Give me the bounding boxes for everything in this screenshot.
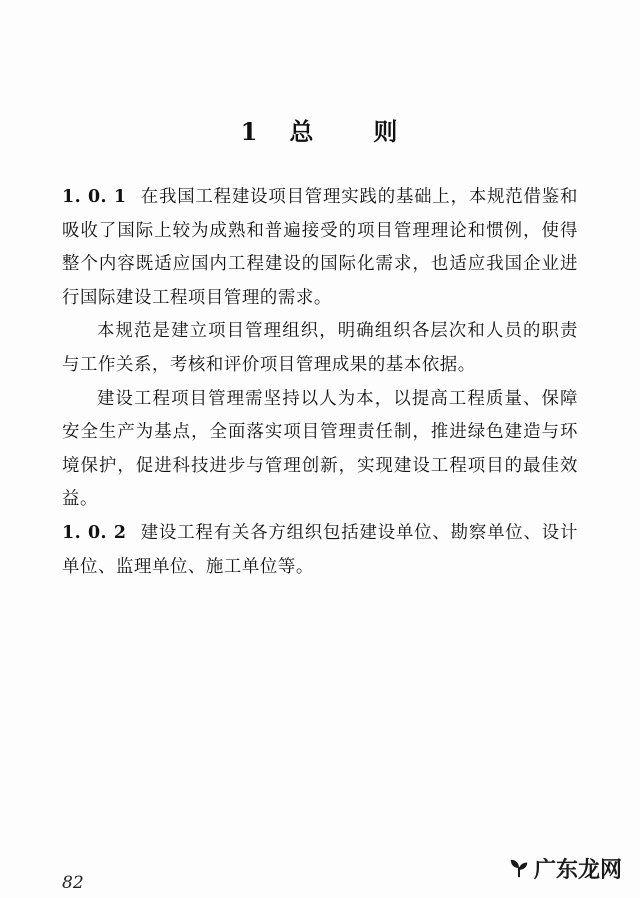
clause-paragraph: [62, 517, 578, 584]
clause-number: 1. 0. 2: [62, 522, 127, 543]
clause-paragraph: [62, 181, 578, 315]
page-number: 82: [62, 873, 84, 893]
clause-paragraph: 本规范是建立项目管理组织，明确组织各层次和人员的职责与工作关系，考核和评价项目管理成果的基本依据。: [62, 321, 578, 375]
chapter-title-char-1: 总: [289, 117, 316, 146]
clause-paragraph: 建设工程项目管理需坚持以人为本，以提高工程质量、保障安全生产为基点，全面落实项目管理责任制，推进绿色建造与环境保护，促进科技进步与管理创新，实现建设工程项目的最佳效益。: [62, 388, 578, 510]
sprout-logo-icon: [508, 857, 530, 879]
watermark-text: 广东龙网: [533, 857, 622, 883]
watermark: [508, 850, 622, 886]
chapter-title: [0, 112, 640, 147]
chapter-number: 1: [240, 117, 260, 146]
clause-number: 1. 0. 1: [62, 187, 127, 207]
clause-text: 在我国工程建设项目管理实践的基础上，本规范借鉴和吸收了国际上较为成熟和普遍接受的项目管理理论和惯例，使得整个内容既适应国内工程建设的国际化需求，也适应我国企业进行国际建设工程项目管理的需求。: [62, 187, 578, 308]
chapter-body: [62, 181, 578, 584]
clause-text: 建设工程有关各方组织包括建设单位、勘察单位、设计单位、监理单位、施工单位等。: [62, 522, 578, 577]
chapter-title-char-2: 则: [373, 117, 400, 146]
